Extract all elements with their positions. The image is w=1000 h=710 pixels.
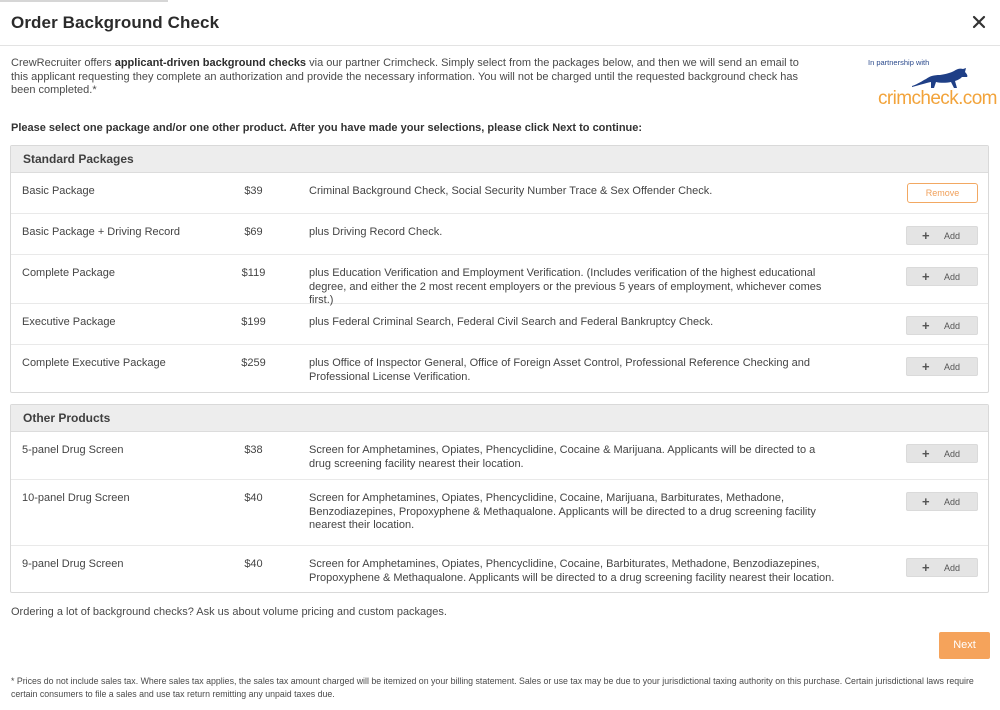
product-desc: Screen for Amphetamines, Opiates, Phencyclidine, Cocaine & Marijuana. Applicants will be directed to a drug screening facility nearest their location. xyxy=(309,444,816,470)
intro-part1: CrewRecruiter offers xyxy=(11,57,115,69)
add-button[interactable] xyxy=(906,357,978,376)
package-desc: plus Office of Inspector General, Office of Foreign Asset Control, Professional Reference Checking and Professional License Verification. xyxy=(309,357,810,383)
package-desc: Criminal Background Check, Social Security Number Trace & Sex Offender Check. xyxy=(309,185,713,197)
add-button[interactable] xyxy=(906,558,978,577)
package-price: $39 xyxy=(244,185,263,197)
add-button[interactable] xyxy=(906,267,978,286)
plus-icon: + xyxy=(922,228,930,243)
product-desc: Screen for Amphetamines, Opiates, Phencyclidine, Cocaine, Marijuana, Barbiturates, Methadone, Benzodiazepines, Propoxyphene & Methaqualone. Applicants will be directed to a drug screening facility nearest their location. xyxy=(309,492,816,531)
plus-icon: + xyxy=(922,494,930,509)
add-button[interactable] xyxy=(906,226,978,245)
add-label: Add xyxy=(944,231,961,241)
other-products-panel xyxy=(10,404,989,593)
brand-name: crimcheck.com xyxy=(878,88,997,109)
add-label: Add xyxy=(944,321,961,331)
package-name: Basic Package xyxy=(22,185,95,197)
intro-text xyxy=(11,57,801,98)
package-price: $119 xyxy=(241,267,266,279)
package-row-complete xyxy=(11,255,988,304)
product-row-9-panel xyxy=(11,546,988,592)
package-row-basic-driving xyxy=(11,214,988,255)
instruction-text: Please select one package and/or one other product. After you have made your selections, please click Next to continue: xyxy=(11,122,643,134)
plus-icon: + xyxy=(922,359,930,374)
product-price: $38 xyxy=(244,444,263,456)
plus-icon: + xyxy=(922,560,930,575)
package-name: Complete Executive Package xyxy=(22,357,166,369)
product-row-10-panel xyxy=(11,480,988,546)
next-button[interactable]: Next xyxy=(939,632,990,659)
add-label: Add xyxy=(944,362,961,372)
remove-button[interactable]: Remove xyxy=(907,183,978,203)
package-row-complete-executive xyxy=(11,345,988,392)
package-desc: plus Driving Record Check. xyxy=(309,226,443,238)
dialog-header xyxy=(0,0,1000,46)
product-name: 10-panel Drug Screen xyxy=(22,492,130,504)
intro-part2: via our partner Crimcheck. Simply select from the packages below, and then we will send an email to this applicant requesting they complete an authorization and provide the necessary information. You will not be charged until the requested background check has been completed.* xyxy=(11,57,799,96)
other-products-header: Other Products xyxy=(11,405,988,432)
add-label: Add xyxy=(944,497,961,507)
product-name: 9-panel Drug Screen xyxy=(22,558,124,570)
product-price: $40 xyxy=(244,558,263,570)
package-price: $69 xyxy=(244,226,263,238)
crimcheck-logo xyxy=(866,58,997,110)
add-button[interactable] xyxy=(906,492,978,511)
product-desc: Screen for Amphetamines, Opiates, Phencyclidine, Cocaine, Barbiturates, Methadone, Benzodiazepines, Propoxyphene & Methaqualone. Applicants will be directed to a drug screening facility nearest their location. xyxy=(309,558,835,584)
package-row-executive xyxy=(11,304,988,345)
package-name: Complete Package xyxy=(22,267,115,279)
package-name: Executive Package xyxy=(22,316,116,328)
volume-pricing-text: Ordering a lot of background checks? Ask us about volume pricing and custom packages. xyxy=(11,606,447,618)
add-label: Add xyxy=(944,272,961,282)
add-label: Add xyxy=(944,563,961,573)
dialog-title: Order Background Check xyxy=(11,13,220,32)
product-name: 5-panel Drug Screen xyxy=(22,444,124,456)
standard-packages-header: Standard Packages xyxy=(11,146,988,173)
footnote: * Prices do not include sales tax. Where sales tax applies, the sales tax amount charged will be itemized on your billing statement. Sales or use tax may be due to your jurisdictional taxing authority on this purchase. Certain jurisdictional laws require certain consumers to file a sales and use tax return remitting any unpaid taxes due. xyxy=(11,676,974,699)
close-icon[interactable] xyxy=(970,13,988,31)
package-row-basic xyxy=(11,173,988,214)
package-desc: plus Federal Criminal Search, Federal Civil Search and Federal Bankruptcy Check. xyxy=(309,316,714,328)
add-label: Add xyxy=(944,449,961,459)
plus-icon: + xyxy=(922,269,930,284)
plus-icon: + xyxy=(922,446,930,461)
package-price: $199 xyxy=(241,316,266,328)
package-desc: plus Education Verification and Employment Verification. (Includes verification of the highest educational degree, and either the 2 most recent employers or the previous 5 years of employment, whichever comes first.) xyxy=(309,267,822,306)
package-name: Basic Package + Driving Record xyxy=(22,226,181,238)
add-button[interactable] xyxy=(906,444,978,463)
product-price: $40 xyxy=(244,492,263,504)
add-button[interactable] xyxy=(906,316,978,335)
package-price: $259 xyxy=(241,357,266,369)
partner-text: In partnership with xyxy=(868,58,930,67)
standard-packages-panel xyxy=(10,145,989,393)
intro-bold: applicant-driven background checks xyxy=(114,57,307,69)
product-row-5-panel xyxy=(11,432,988,480)
plus-icon: + xyxy=(922,318,930,333)
